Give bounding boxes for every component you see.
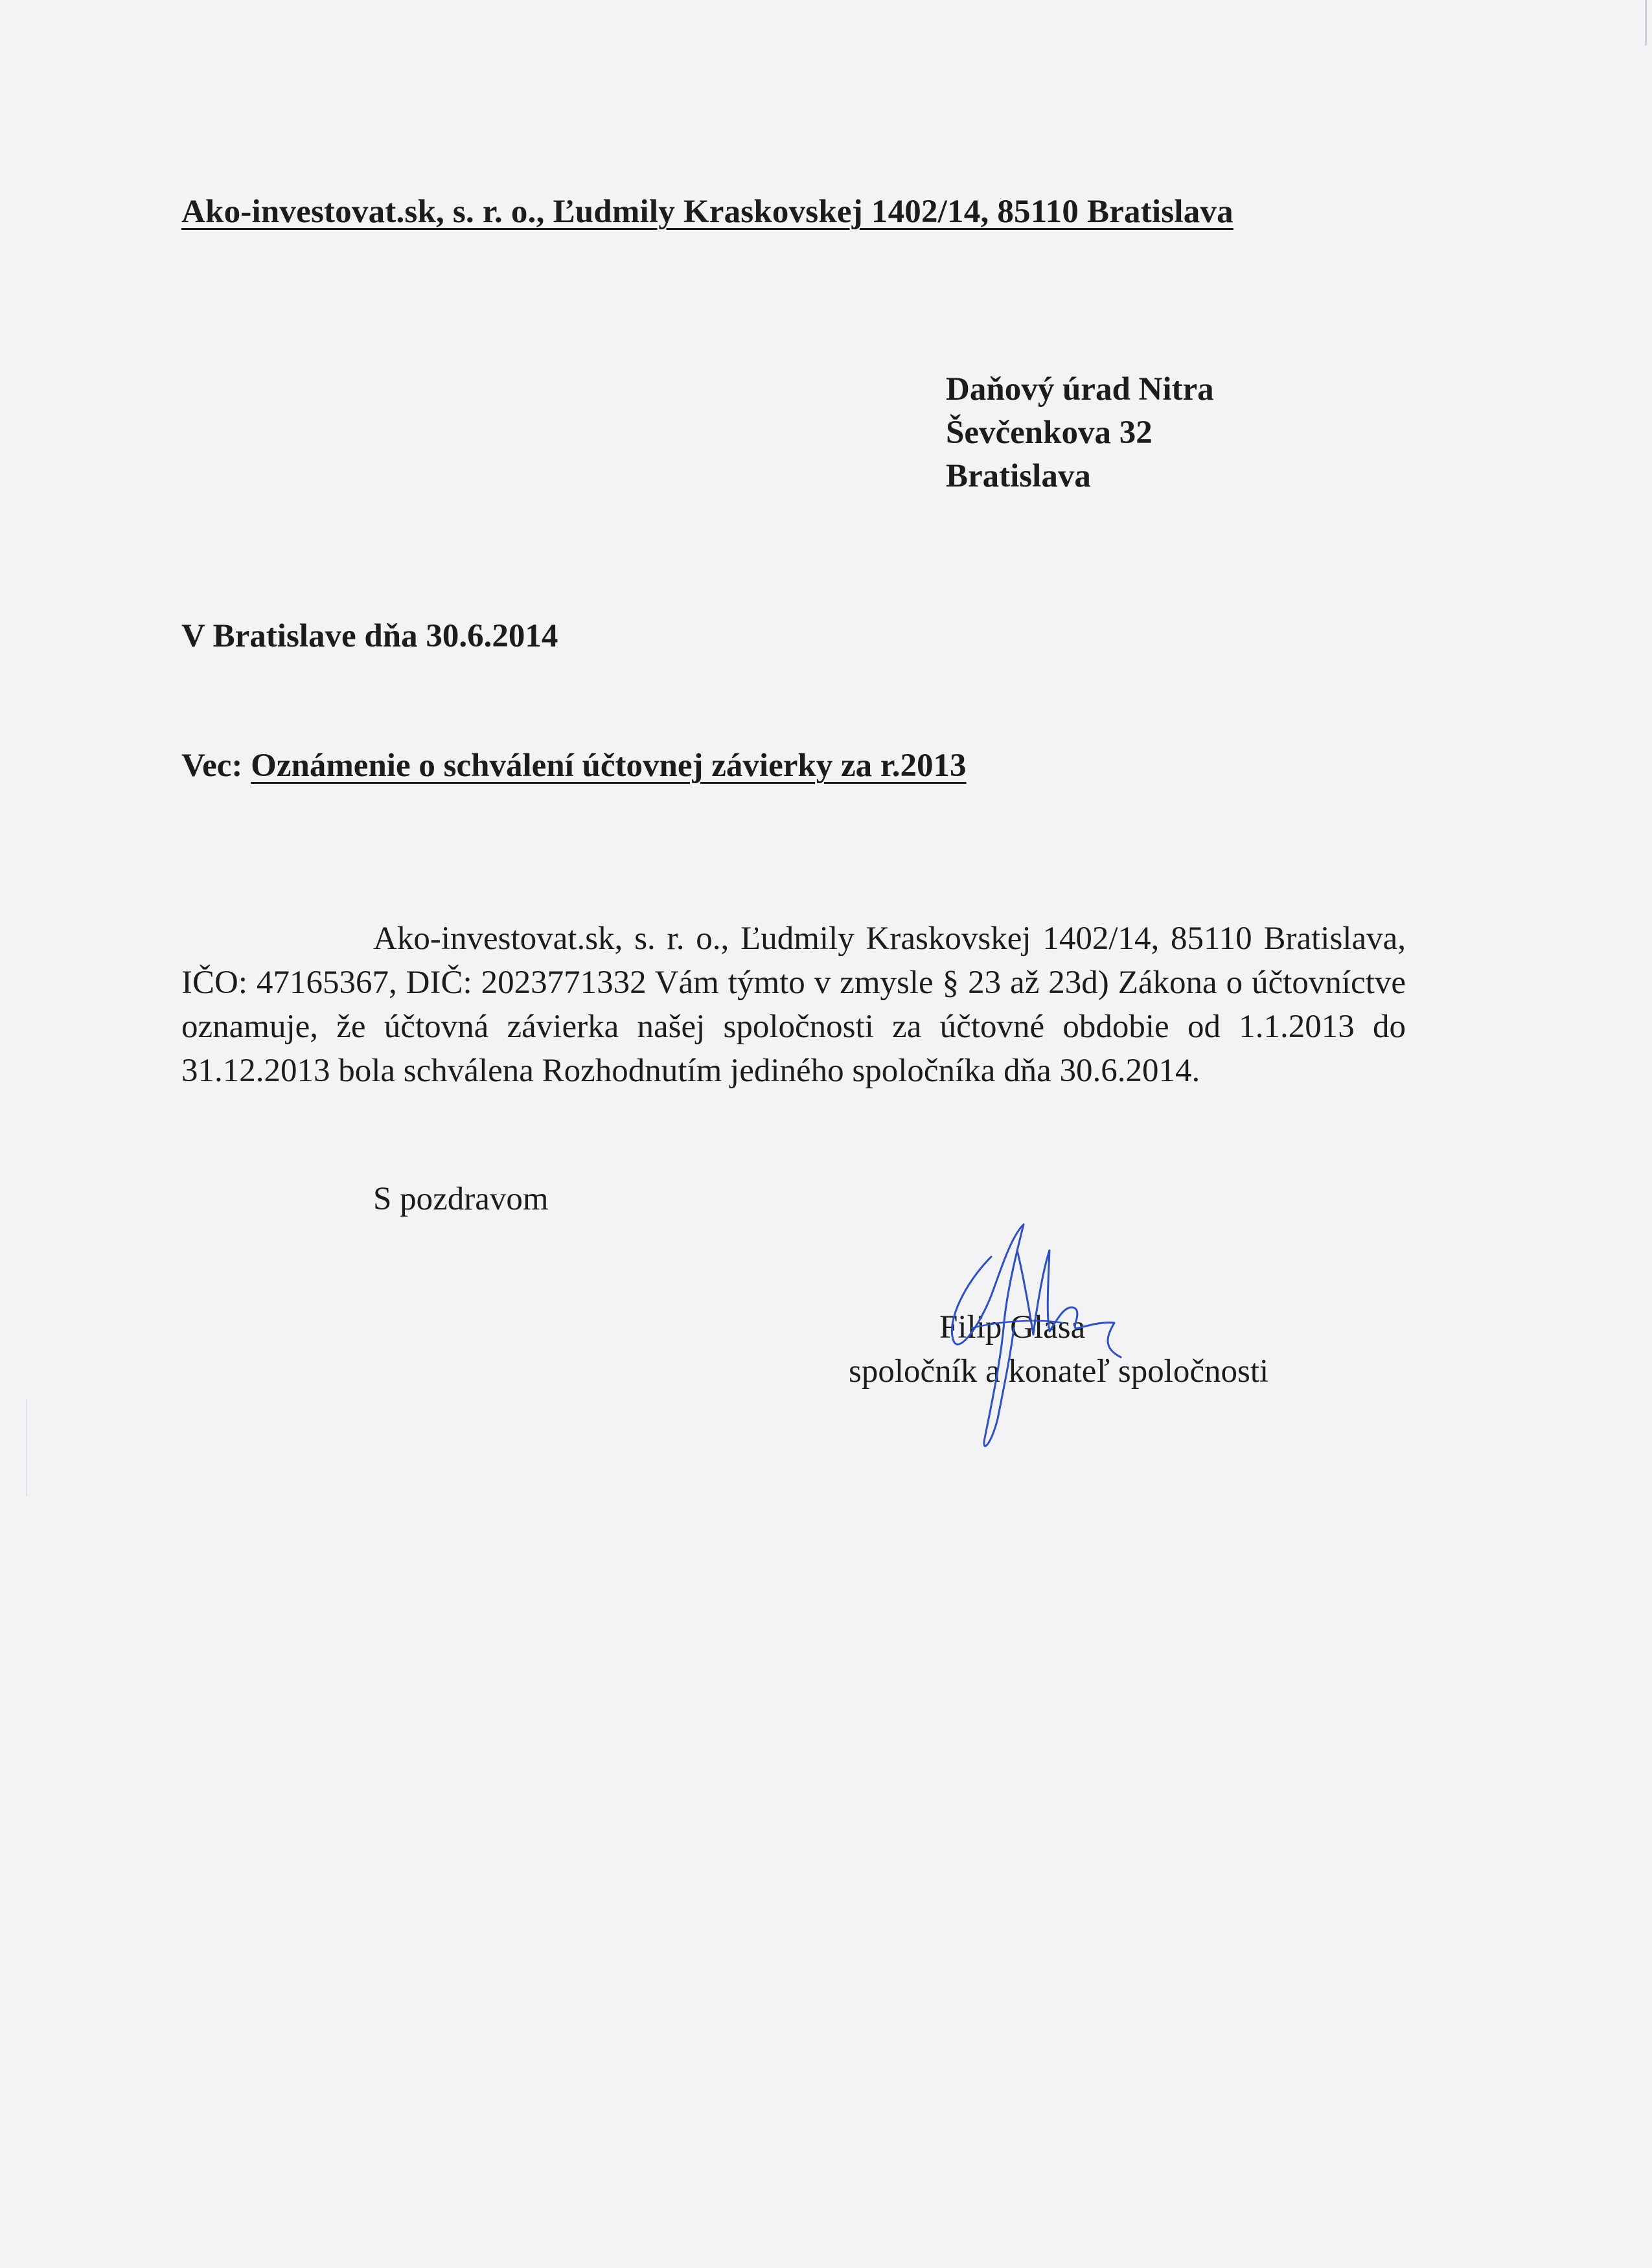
page-edge-mark bbox=[1645, 0, 1647, 45]
body-paragraph: Ako-investovat.sk, s. r. o., Ľudmily Kraskovskej 1402/14, 85110 Bratislava, IČO: 47165367, DIČ: 2023771332 Vám týmto v zmysle § 23 až 23d) Zákona o účtovníctve oznamuje, že účtovná závierka našej spoločnosti za účtovné obdobie od 1.1.2013 do 31.12.2013 bola schválena Rozhodnutím jediného spoločníka dňa 30.6.2014. bbox=[181, 921, 1406, 1089]
handwritten-signature bbox=[894, 1211, 1166, 1458]
signer-role: spoločník a konateľ spoločnosti bbox=[849, 1353, 1269, 1390]
greeting: S pozdravom bbox=[373, 1181, 549, 1217]
recipient-line: Daňový úrad Nitra bbox=[946, 371, 1214, 407]
subject-text: Oznámenie o schválení účtovnej závierky za r.2013 bbox=[251, 748, 967, 784]
recipient-line: Bratislava bbox=[946, 458, 1091, 494]
recipient-address bbox=[946, 368, 1214, 498]
signer-name: Filip Glasa bbox=[939, 1309, 1086, 1346]
place-date-line: V Bratislave dňa 30.6.2014 bbox=[181, 618, 558, 654]
subject-label: Vec: bbox=[181, 748, 251, 784]
scan-artifact-mark bbox=[26, 1399, 27, 1496]
subject-line bbox=[181, 747, 967, 785]
recipient-line: Ševčenkova 32 bbox=[946, 415, 1153, 451]
company-header: Ako-investovat.sk, s. r. o., Ľudmily Kraskovskej 1402/14, 85110 Bratislava bbox=[181, 194, 1233, 230]
